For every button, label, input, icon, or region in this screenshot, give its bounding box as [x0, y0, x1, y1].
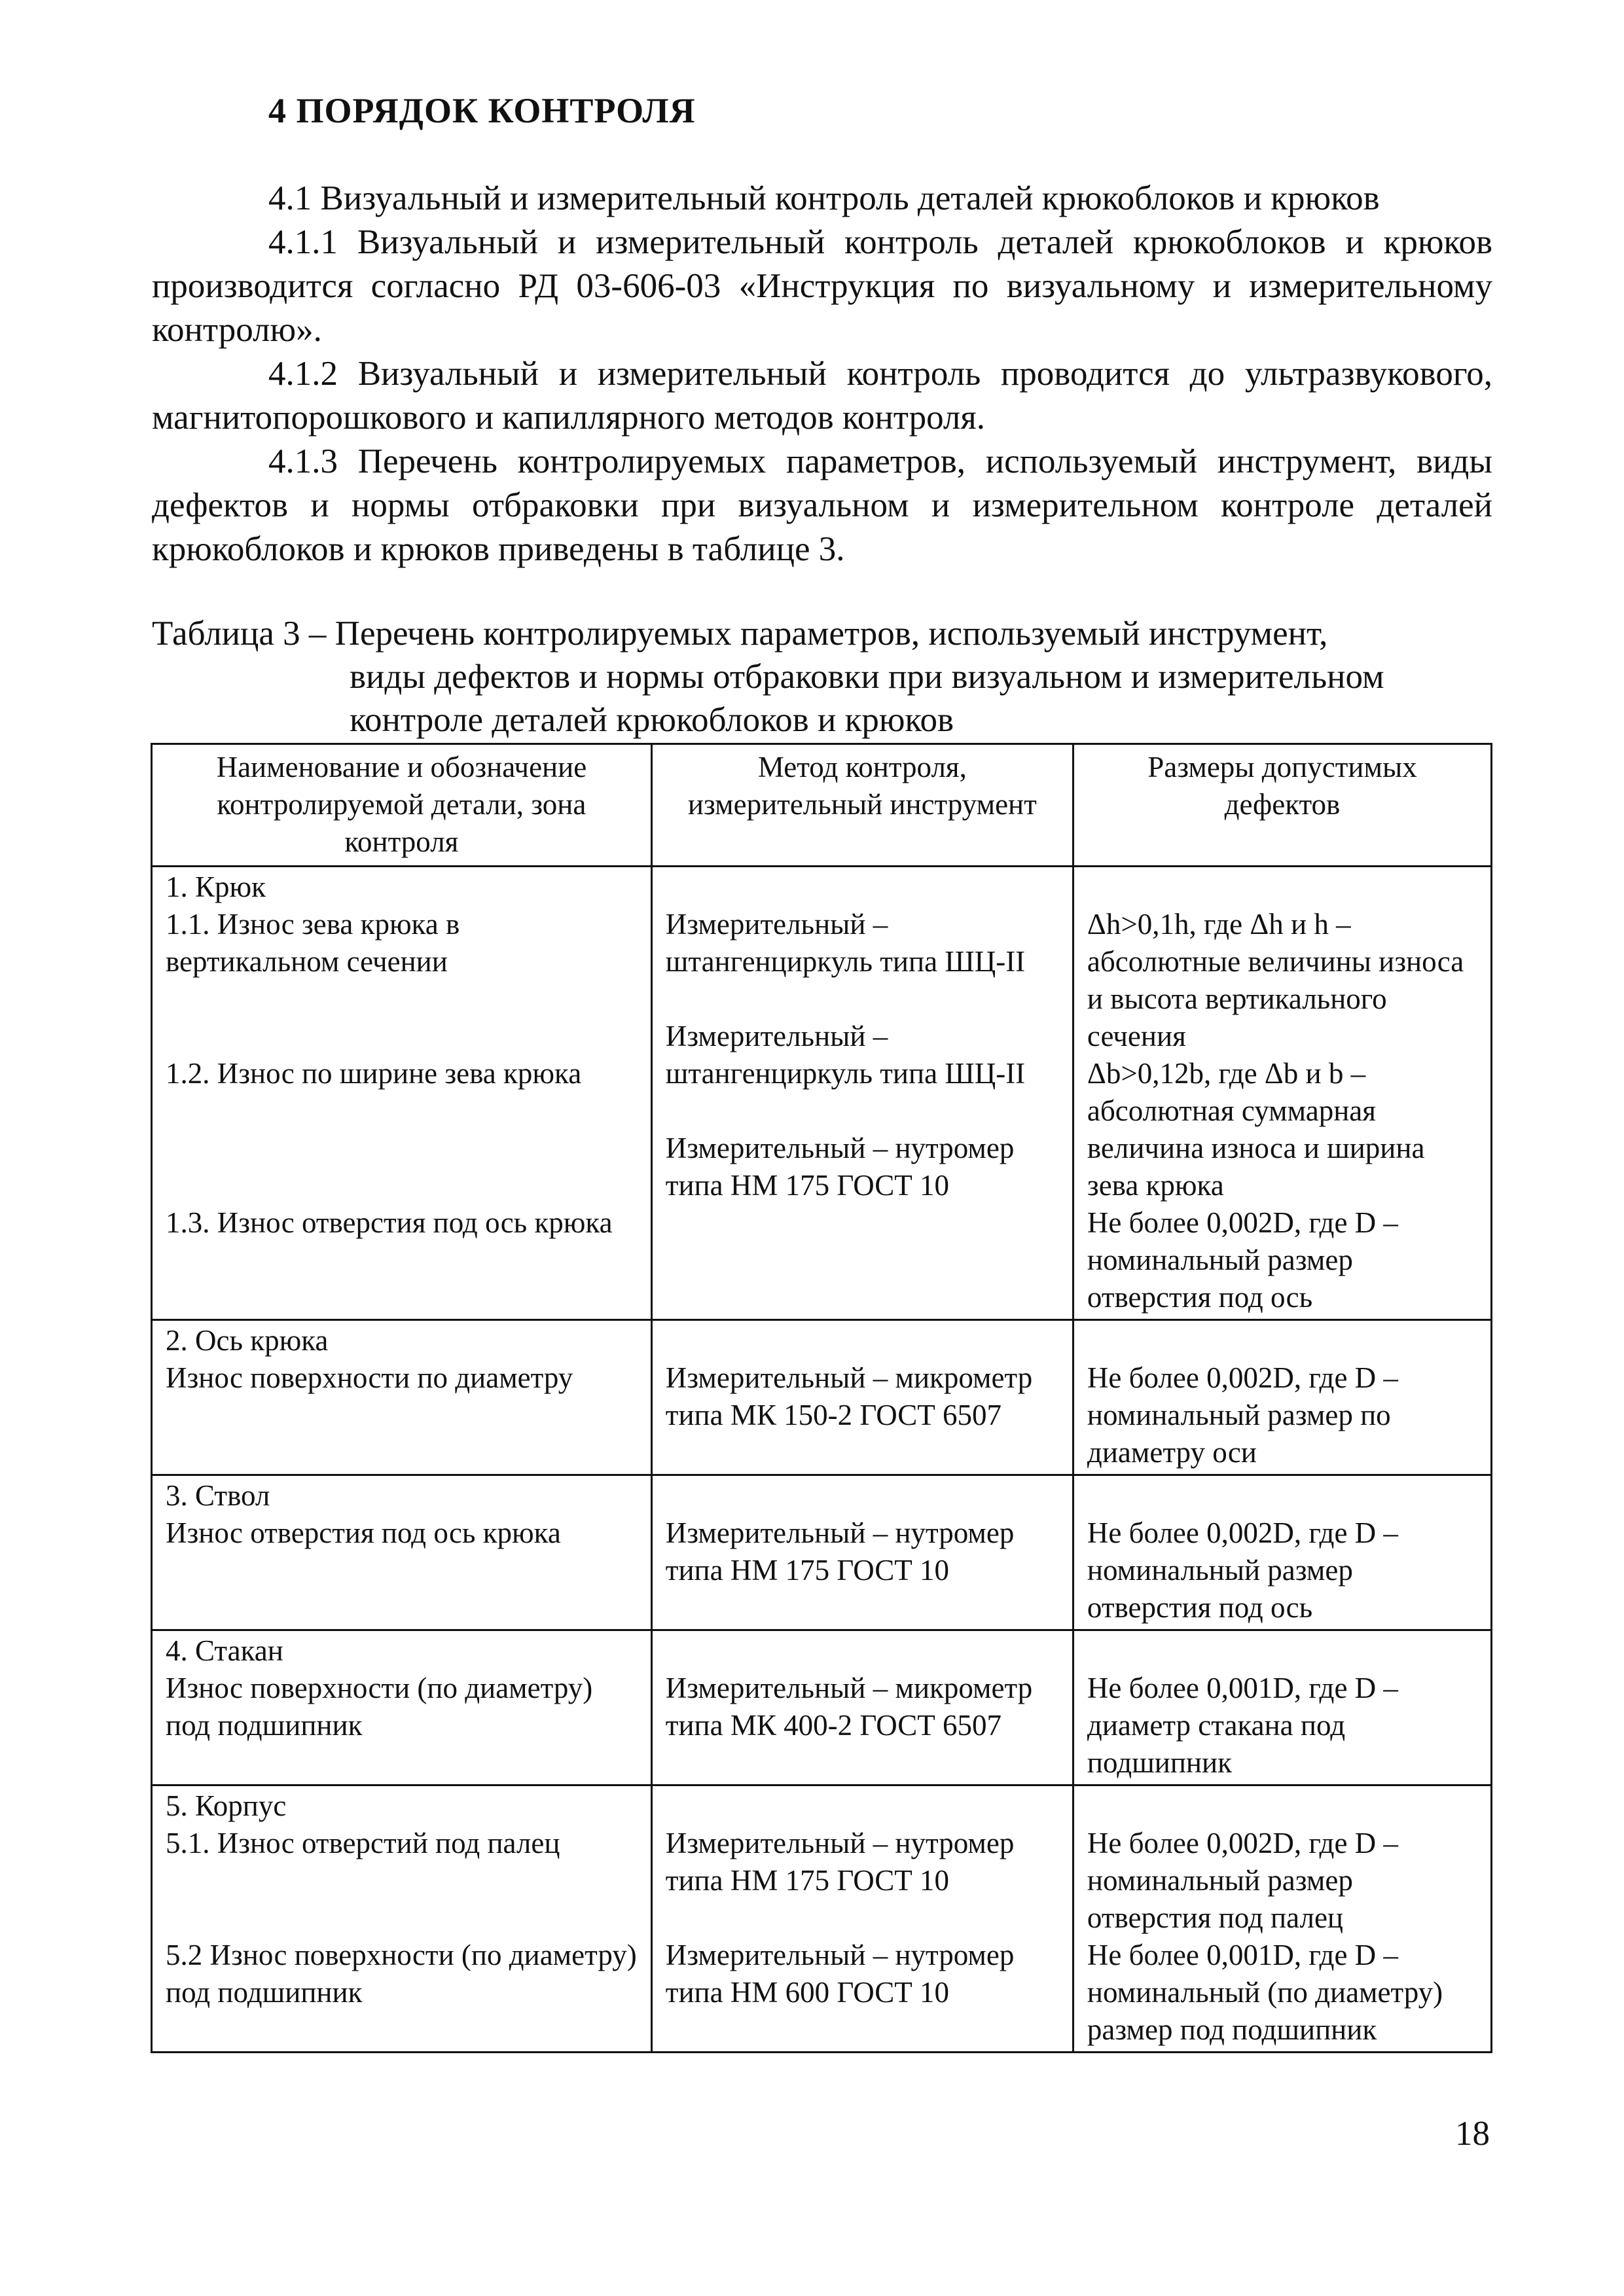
cell-limit — [1073, 1785, 1491, 2053]
row-spacer — [666, 1787, 1059, 1825]
table-caption-continuation: виды дефектов и нормы отбраковки при визуальном и измерительном контроле деталей крюкоблоков и крюков — [350, 658, 1384, 739]
row-spacer — [1087, 869, 1477, 906]
paragraph-4-1: 4.1 Визуальный и измерительный контроль деталей крюкоблоков и крюков — [268, 179, 1380, 217]
zone-text: Износ поверхности по диаметру — [166, 1361, 573, 1394]
zone-text: 1.2. Износ по ширине зева крюка — [166, 1057, 582, 1090]
part-title: 2. Ось крюка — [166, 1324, 329, 1357]
method-text: Измерительный – нутромер типа НМ 175 ГОСТ 10 — [665, 1516, 1015, 1587]
row-spacer — [666, 1899, 1059, 1937]
zone-text: 1.1. Износ зева крюка в вертикальном сечении — [166, 908, 460, 978]
cell-part-zone — [152, 1320, 652, 1475]
cell-method — [651, 1630, 1073, 1785]
row-spacer — [166, 1167, 638, 1204]
row-spacer — [166, 1130, 638, 1167]
table-row-group-3 — [152, 1475, 1492, 1630]
limit-text: Не более 0,002D, где D – номинальный размер по диаметру оси — [1087, 1361, 1398, 1469]
row-spacer — [1087, 1787, 1477, 1825]
limit-text: Δh>0,1h, где Δh и h – абсолютные величины износа и высота вертикального сечения — [1087, 908, 1464, 1052]
cell-part-zone — [152, 1475, 652, 1630]
limit-text: Не более 0,002D, где D – номинальный размер отверстия под ось — [1087, 1516, 1398, 1624]
zone-text: 5.2 Износ поверхности (по диаметру) под подшипник — [166, 1939, 637, 2009]
cell-method — [651, 1785, 1073, 2053]
paragraph-4-1-2: 4.1.2 Визуальный и измерительный контроль проводится до ультразвукового, магнитопорошкового и капиллярного методов контроля. — [152, 355, 1492, 437]
zone-text: Износ поверхности (по диаметру) под подшипник — [166, 1672, 593, 1742]
cell-method — [651, 1320, 1073, 1475]
row-spacer — [666, 1322, 1059, 1359]
defects-table — [151, 743, 1492, 2053]
cell-method — [651, 867, 1073, 1320]
row-spacer — [1087, 1477, 1477, 1515]
section-heading: 4 ПОРЯДОК КОНТРОЛЯ — [268, 91, 696, 130]
table-header-row — [152, 744, 1492, 867]
zone-text: 1.3. Износ отверстия под ось крюка — [166, 1206, 613, 1239]
cell-limit — [1073, 867, 1491, 1320]
row-spacer — [666, 980, 1059, 1018]
cell-limit — [1073, 1630, 1491, 1785]
row-spacer — [1087, 1322, 1477, 1359]
limit-text: Δb>0,12b, где Δb и b – абсолютная суммарная величина износа и ширина зева крюка — [1087, 1057, 1425, 1202]
row-spacer — [166, 1862, 638, 1899]
header-part-zone: Наименование и обозначение контролируемой детали, зона контроля — [152, 744, 652, 867]
zone-text: Износ отверстия под ось крюка — [166, 1516, 561, 1549]
limit-text: Не более 0,001D, где D – номинальный (по диаметру) размер под подшипник — [1087, 1939, 1443, 2046]
zone-text: 5.1. Износ отверстий под палец — [166, 1827, 560, 1859]
cell-limit — [1073, 1320, 1491, 1475]
table-row-group-5 — [152, 1785, 1492, 2053]
row-spacer — [666, 869, 1059, 906]
paragraph-4-1-1: 4.1.1 Визуальный и измерительный контроль деталей крюкоблоков и крюков производится согласно РД 03-606-03 «Инструкция по визуальному и измерительному контролю». — [152, 223, 1492, 349]
method-text: Измерительный – штангенциркуль типа ШЦ-II — [665, 908, 1026, 978]
row-spacer — [166, 1899, 638, 1937]
part-title: 1. Крюк — [166, 870, 266, 903]
part-title: 3. Ствол — [166, 1479, 270, 1512]
row-spacer — [166, 1018, 638, 1055]
table-row-group-2 — [152, 1320, 1492, 1475]
limit-text: Не более 0,001D, где D – диаметр стакана под подшипник — [1087, 1672, 1398, 1779]
row-spacer — [666, 1477, 1059, 1515]
table-caption-first-line: Таблица 3 – Перечень контролируемых параметров, используемый инструмент, — [152, 615, 1328, 653]
table-caption — [152, 612, 1492, 742]
method-text: Измерительный – нутромер типа НМ 600 ГОСТ 10 — [665, 1939, 1015, 2009]
paragraph-4-1-3: 4.1.3 Перечень контролируемых параметров, используемый инструмент, виды дефектов и нормы отбраковки при визуальном и измерительном контроле деталей крюкоблоков и крюков приведены в таблице 3. — [152, 442, 1492, 568]
table-row-group-1 — [152, 867, 1492, 1320]
cell-limit — [1073, 1475, 1491, 1630]
row-spacer — [1087, 1632, 1477, 1670]
cell-part-zone — [152, 867, 652, 1320]
method-text: Измерительный – нутромер типа НМ 175 ГОСТ 10 — [665, 1132, 1015, 1202]
part-title: 5. Корпус — [166, 1789, 287, 1822]
row-spacer — [666, 1092, 1059, 1130]
method-text: Измерительный – нутромер типа НМ 175 ГОСТ 10 — [665, 1827, 1015, 1897]
method-text: Измерительный – штангенциркуль типа ШЦ-II — [665, 1020, 1026, 1090]
row-spacer — [166, 980, 638, 1018]
limit-text: Не более 0,002D, где D – номинальный размер отверстия под палец — [1087, 1827, 1398, 1934]
cell-part-zone — [152, 1785, 652, 2053]
page-number: 18 — [1455, 2115, 1490, 2153]
limit-text: Не более 0,002D, где D – номинальный размер отверстия под ось — [1087, 1206, 1398, 1314]
row-spacer — [666, 1632, 1059, 1670]
cell-method — [651, 1475, 1073, 1630]
method-text: Измерительный – микрометр типа МК 150-2 ГОСТ 6507 — [665, 1361, 1033, 1431]
header-method: Метод контроля, измерительный инструмент — [651, 744, 1073, 867]
table-row-group-4 — [152, 1630, 1492, 1785]
part-title: 4. Стакан — [166, 1634, 283, 1667]
method-text: Измерительный – микрометр типа МК 400-2 ГОСТ 6507 — [665, 1672, 1033, 1742]
header-limit: Размеры допустимых дефектов — [1073, 744, 1491, 867]
row-spacer — [166, 1092, 638, 1130]
section-body — [152, 177, 1492, 571]
cell-part-zone — [152, 1630, 652, 1785]
